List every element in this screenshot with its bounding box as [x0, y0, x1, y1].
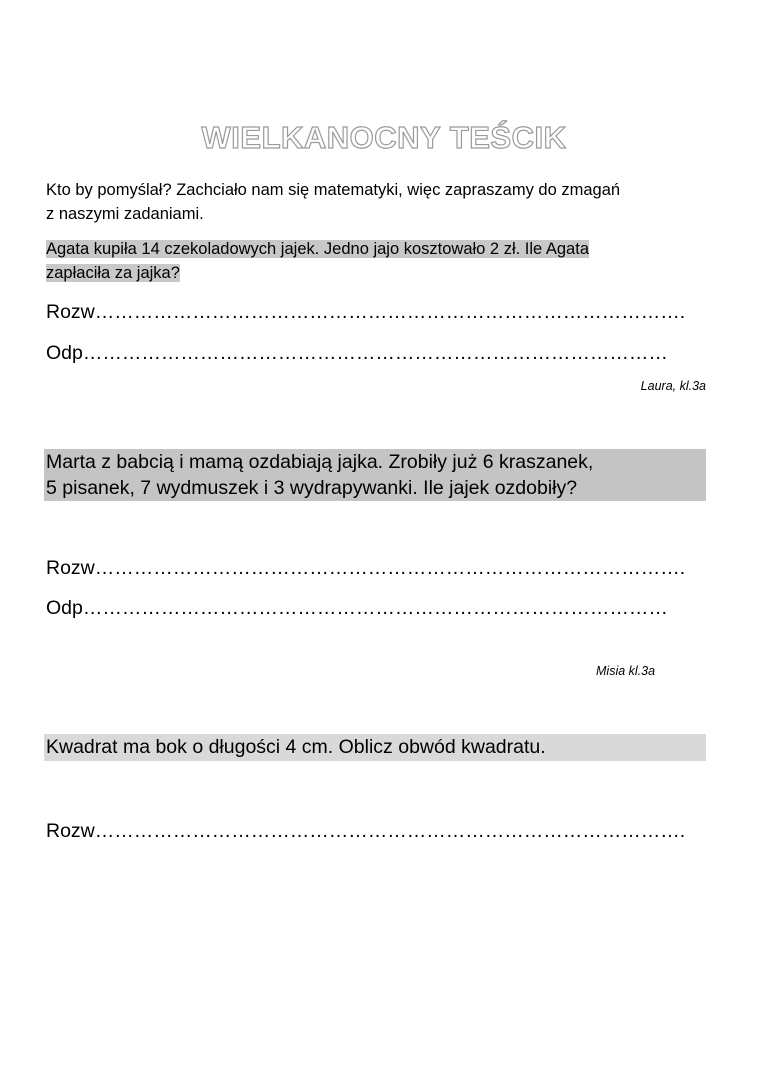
intro-line-2: z naszymi zadaniami.	[46, 205, 204, 223]
task-1-question	[46, 237, 589, 285]
task-1-author: Laura, kl.3a	[640, 379, 706, 393]
task-3-question: Kwadrat ma bok o długości 4 cm. Oblicz obwód kwadratu.	[44, 734, 706, 761]
task-1-solution-line: Rozw……………………………………………………………………………….	[46, 301, 686, 323]
task-2-line-1: Marta z babcią i mamą ozdabiają jajka. Zrobiły już 6 kraszanek,	[46, 451, 594, 473]
task-1-answer-line: Odp………………………………………………………………………………	[46, 342, 668, 364]
task-2-solution-line: Rozw……………………………………………………………………………….	[46, 557, 686, 579]
task-2-answer-line: Odp………………………………………………………………………………	[46, 597, 668, 619]
task-2-author: Misia kl.3a	[596, 664, 656, 678]
intro-line-1: Kto by pomyślał? Zachciało nam się matematyki, więc zapraszamy do zmagań	[46, 181, 621, 199]
task-2-question	[44, 449, 706, 501]
page-title: WIELKANOCNY TEŚCIK	[201, 120, 567, 155]
task-2-line-2: 5 pisanek, 7 wydmuszek i 3 wydrapywanki. Ile jajek ozdobiły?	[46, 477, 578, 499]
task-3-solution-line: Rozw……………………………………………………………………………….	[46, 820, 686, 842]
task-1-line-1: Agata kupiła 14 czekoladowych jajek. Jedno jajo kosztowało 2 zł. Ile Agata	[46, 240, 589, 258]
task-1-line-2: zapłaciła za jajka?	[46, 264, 180, 282]
intro-text	[46, 178, 726, 226]
